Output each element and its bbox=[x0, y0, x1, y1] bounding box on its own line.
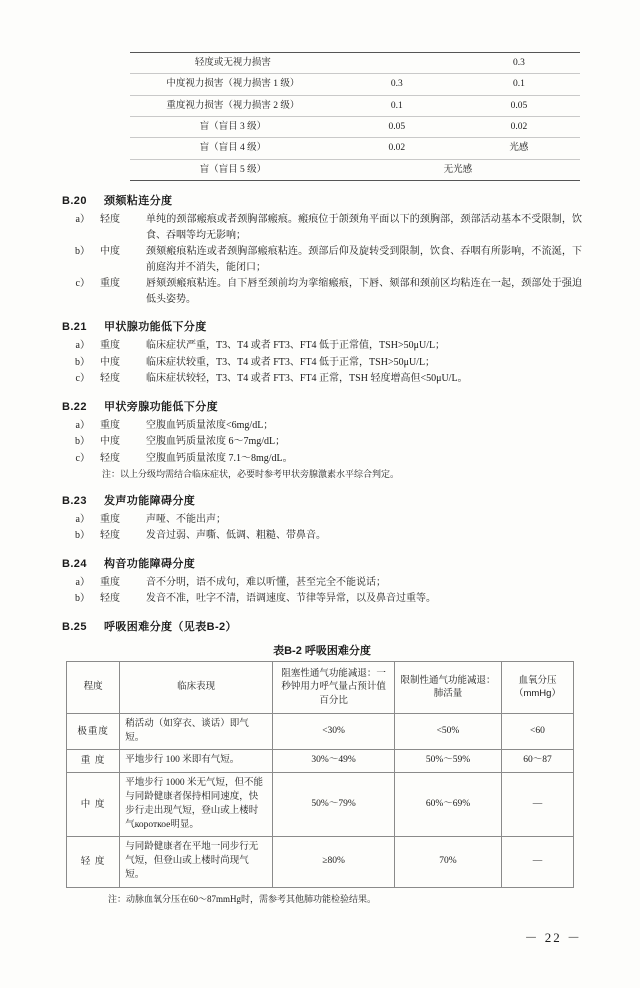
item-label: b） bbox=[75, 530, 90, 542]
list-item bbox=[62, 512, 582, 528]
item-text: 音不分明，语不成句，难以听懂，甚至完全不能说话； bbox=[146, 576, 386, 588]
column-header-obstructive: 阻塞性通气功能减退：一秒钟用力呼气量占预计值百分比 bbox=[273, 661, 395, 713]
section-b24 bbox=[62, 555, 582, 607]
vision-value-lower: 0.02 bbox=[458, 117, 580, 138]
section-number: B.24 bbox=[62, 557, 87, 570]
list-item bbox=[62, 371, 582, 387]
section-title: 颈颏粘连分度 bbox=[104, 195, 173, 208]
cell-po2: 60～87 bbox=[501, 750, 573, 773]
cell-restrictive: 70% bbox=[395, 837, 502, 887]
column-header-manifestation: 临床表现 bbox=[120, 661, 273, 713]
item-label: a） bbox=[75, 419, 90, 431]
vision-value-upper bbox=[336, 53, 458, 74]
cell-grade: 轻 度 bbox=[67, 837, 120, 887]
vision-value-lower: 0.1 bbox=[458, 74, 580, 95]
vision-value-lower: 0.3 bbox=[458, 53, 580, 74]
item-text: 发音不准，吐字不清，语调速度、节律等异常，以及鼻音过重等。 bbox=[146, 593, 436, 605]
item-text: 空腹血钙质量浓度 7.1～8mg/dL。 bbox=[146, 452, 293, 464]
item-grade: 重度 bbox=[100, 513, 120, 525]
item-grade: 重度 bbox=[100, 340, 120, 352]
page-number: － 22 － bbox=[524, 930, 582, 945]
table-header-row bbox=[67, 661, 574, 713]
vision-value-upper: 0.05 bbox=[336, 117, 458, 138]
vision-value-upper: 0.3 bbox=[336, 74, 458, 95]
cell-grade: 极重度 bbox=[67, 713, 120, 750]
item-grade: 重度 bbox=[100, 278, 120, 290]
cell-restrictive: 50%～59% bbox=[395, 750, 502, 773]
vision-value-lower: 0.05 bbox=[458, 95, 580, 116]
cell-manifestation: 稍活动（如穿衣、谈话）即气短。 bbox=[120, 713, 273, 750]
section-number: B.22 bbox=[62, 400, 87, 413]
section-title: 构音功能障碍分度 bbox=[104, 557, 196, 570]
table-row bbox=[130, 95, 580, 116]
section-title: 甲状旁腺功能低下分度 bbox=[104, 400, 218, 413]
list-item bbox=[62, 355, 582, 371]
section-b22 bbox=[62, 398, 582, 481]
item-text: 唇颏颈瘢痕粘连。自下唇至颈前均为挛缩瘢痕，下唇、颏部和颈前区均粘连在一起，颈部处于强迫低头姿势。 bbox=[146, 278, 582, 305]
dyspnea-table-head bbox=[67, 661, 574, 713]
item-grade: 中度 bbox=[100, 436, 120, 448]
section-number: B.21 bbox=[62, 321, 87, 334]
vision-table-body bbox=[130, 53, 580, 181]
item-grade: 重度 bbox=[100, 576, 120, 588]
cell-grade: 中 度 bbox=[67, 773, 120, 837]
column-header-grade: 程度 bbox=[67, 661, 120, 713]
table-note: 注：动脉血氧分压在60～87mmHg时，需参考其他肺功能检验结果。 bbox=[108, 893, 377, 904]
item-grade: 轻度 bbox=[100, 530, 120, 542]
section-title: 甲状腺功能低下分度 bbox=[104, 321, 207, 334]
list-item bbox=[62, 212, 582, 243]
cell-obstructive: <30% bbox=[273, 713, 395, 750]
vision-level-label: 盲（盲目 5 级） bbox=[130, 159, 336, 180]
dyspnea-table-body bbox=[67, 713, 574, 887]
item-text: 单纯的颈部瘢痕或者颈胸部瘢痕。瘢痕位于颌颈角平面以下的颈胸部，颈部活动基本不受限制，饮食、吞咽等均无影响； bbox=[146, 214, 582, 241]
vision-level-label: 中度视力损害（视力损害 1 级） bbox=[130, 74, 336, 95]
column-header-po2: 血氧分压（mmHg） bbox=[501, 661, 573, 713]
item-text: 空腹血钙质量浓度 6～7mg/dL； bbox=[146, 436, 286, 448]
section-number: B.20 bbox=[62, 195, 87, 208]
vision-level-label: 轻度或无视力损害 bbox=[130, 53, 336, 74]
item-text: 空腹血钙质量浓度<6mg/dL； bbox=[146, 419, 274, 431]
section-items bbox=[62, 338, 582, 387]
section-items bbox=[62, 212, 582, 307]
item-label: a） bbox=[75, 513, 90, 525]
section-items bbox=[62, 575, 582, 607]
table-row bbox=[130, 138, 580, 159]
section-number: B.25 bbox=[62, 620, 87, 633]
section-b20 bbox=[62, 192, 582, 307]
table-row bbox=[130, 53, 580, 74]
list-item bbox=[62, 338, 582, 354]
cell-po2: — bbox=[501, 837, 573, 887]
cell-po2: <60 bbox=[501, 713, 573, 750]
cell-obstructive: 50%～79% bbox=[273, 773, 395, 837]
vision-value-upper: 0.02 bbox=[336, 138, 458, 159]
vision-level-label: 重度视力损害（视力损害 2 级） bbox=[130, 95, 336, 116]
section-title: 呼吸困难分度（见表B-2） bbox=[104, 620, 237, 633]
item-grade: 轻度 bbox=[100, 593, 120, 605]
table-row bbox=[130, 74, 580, 95]
item-label: c） bbox=[75, 452, 90, 464]
section-items bbox=[62, 512, 582, 544]
section-b21 bbox=[62, 318, 582, 387]
section-note: 注：以上分级均需结合临床症状，必要时参考甲状旁腺激素水平综合判定。 bbox=[102, 469, 400, 480]
table-row bbox=[130, 159, 580, 180]
list-item bbox=[62, 575, 582, 591]
page-content bbox=[62, 52, 582, 905]
item-grade: 轻度 bbox=[100, 373, 120, 385]
section-heading bbox=[62, 192, 582, 208]
cell-manifestation: 平地步行 100 米即有气短。 bbox=[120, 750, 273, 773]
cell-restrictive: 60%～69% bbox=[395, 773, 502, 837]
vision-value-merged: 无光感 bbox=[336, 159, 580, 180]
item-text: 颈颏瘢痕粘连或者颈胸部瘢痕粘连。颈部后仰及旋转受到限制，饮食、吞咽有所影响，不流涎，下前庭沟并不消失，能闭口； bbox=[146, 246, 582, 273]
cell-obstructive: 30%～49% bbox=[273, 750, 395, 773]
item-text: 临床症状较重，T3、T4 或者 FT3、FT4 低于正常，TSH>50μU/L； bbox=[146, 356, 436, 368]
dyspnea-grading-table bbox=[66, 661, 574, 888]
item-label: c） bbox=[75, 278, 90, 290]
list-item bbox=[62, 276, 582, 307]
item-text: 声哑、不能出声； bbox=[146, 513, 226, 525]
section-b23 bbox=[62, 492, 582, 544]
cell-obstructive: ≥80% bbox=[273, 837, 395, 887]
table-row bbox=[67, 713, 574, 750]
section-b25 bbox=[62, 618, 582, 634]
item-label: b） bbox=[75, 356, 90, 368]
vision-level-label: 盲（盲目 3 级） bbox=[130, 117, 336, 138]
list-item bbox=[62, 528, 582, 544]
list-item bbox=[62, 244, 582, 275]
item-label: b） bbox=[75, 436, 90, 448]
section-heading bbox=[62, 618, 582, 634]
list-item bbox=[62, 418, 582, 434]
list-item bbox=[62, 451, 582, 467]
item-grade: 轻度 bbox=[100, 214, 120, 226]
item-grade: 中度 bbox=[100, 356, 120, 368]
vision-level-label: 盲（盲目 4 级） bbox=[130, 138, 336, 159]
section-heading bbox=[62, 555, 582, 571]
item-label: a） bbox=[75, 340, 90, 352]
column-header-restrictive: 限制性通气功能减退：肺活量 bbox=[395, 661, 502, 713]
item-grade: 重度 bbox=[100, 419, 120, 431]
cell-manifestation: 平地步行 1000 米无气短，但不能与同龄健康者保持相同速度，快步行走出现气短，登山或上楼时气короткое明显。 bbox=[120, 773, 273, 837]
cell-restrictive: <50% bbox=[395, 713, 502, 750]
section-number: B.23 bbox=[62, 494, 87, 507]
item-grade: 轻度 bbox=[100, 452, 120, 464]
list-item bbox=[62, 434, 582, 450]
cell-grade: 重 度 bbox=[67, 750, 120, 773]
vision-value-lower: 光感 bbox=[458, 138, 580, 159]
table-row bbox=[67, 750, 574, 773]
item-text: 临床症状严重，T3、T4 或者 FT3、FT4 低于正常值，TSH>50μU/L； bbox=[146, 340, 446, 352]
item-label: a） bbox=[75, 214, 90, 226]
section-heading bbox=[62, 318, 582, 334]
cell-manifestation: 与同龄健康者在平地一同步行无气短，但登山或上楼时尚现气短。 bbox=[120, 837, 273, 887]
item-text: 发音过弱、声嘶、低调、粗糙、带鼻音。 bbox=[146, 530, 326, 542]
vision-impairment-table bbox=[130, 52, 580, 181]
table-row bbox=[130, 117, 580, 138]
item-label: a） bbox=[75, 576, 90, 588]
item-label: c） bbox=[75, 373, 90, 385]
section-heading bbox=[62, 492, 582, 508]
item-text: 临床症状较轻，T3、T4 或者 FT3、FT4 正常，TSH 轻度增高但<50μU/L。 bbox=[146, 373, 468, 385]
section-items bbox=[62, 418, 582, 467]
table-caption: 表B-2 呼吸困难分度 bbox=[273, 644, 371, 657]
vision-value-upper: 0.1 bbox=[336, 95, 458, 116]
table-row bbox=[67, 773, 574, 837]
section-heading bbox=[62, 398, 582, 414]
item-grade: 中度 bbox=[100, 246, 120, 258]
list-item bbox=[62, 591, 582, 607]
section-title: 发声功能障碍分度 bbox=[104, 494, 196, 507]
item-label: b） bbox=[75, 593, 90, 605]
item-label: b） bbox=[75, 246, 90, 258]
cell-po2: — bbox=[501, 773, 573, 837]
table-row bbox=[67, 837, 574, 887]
